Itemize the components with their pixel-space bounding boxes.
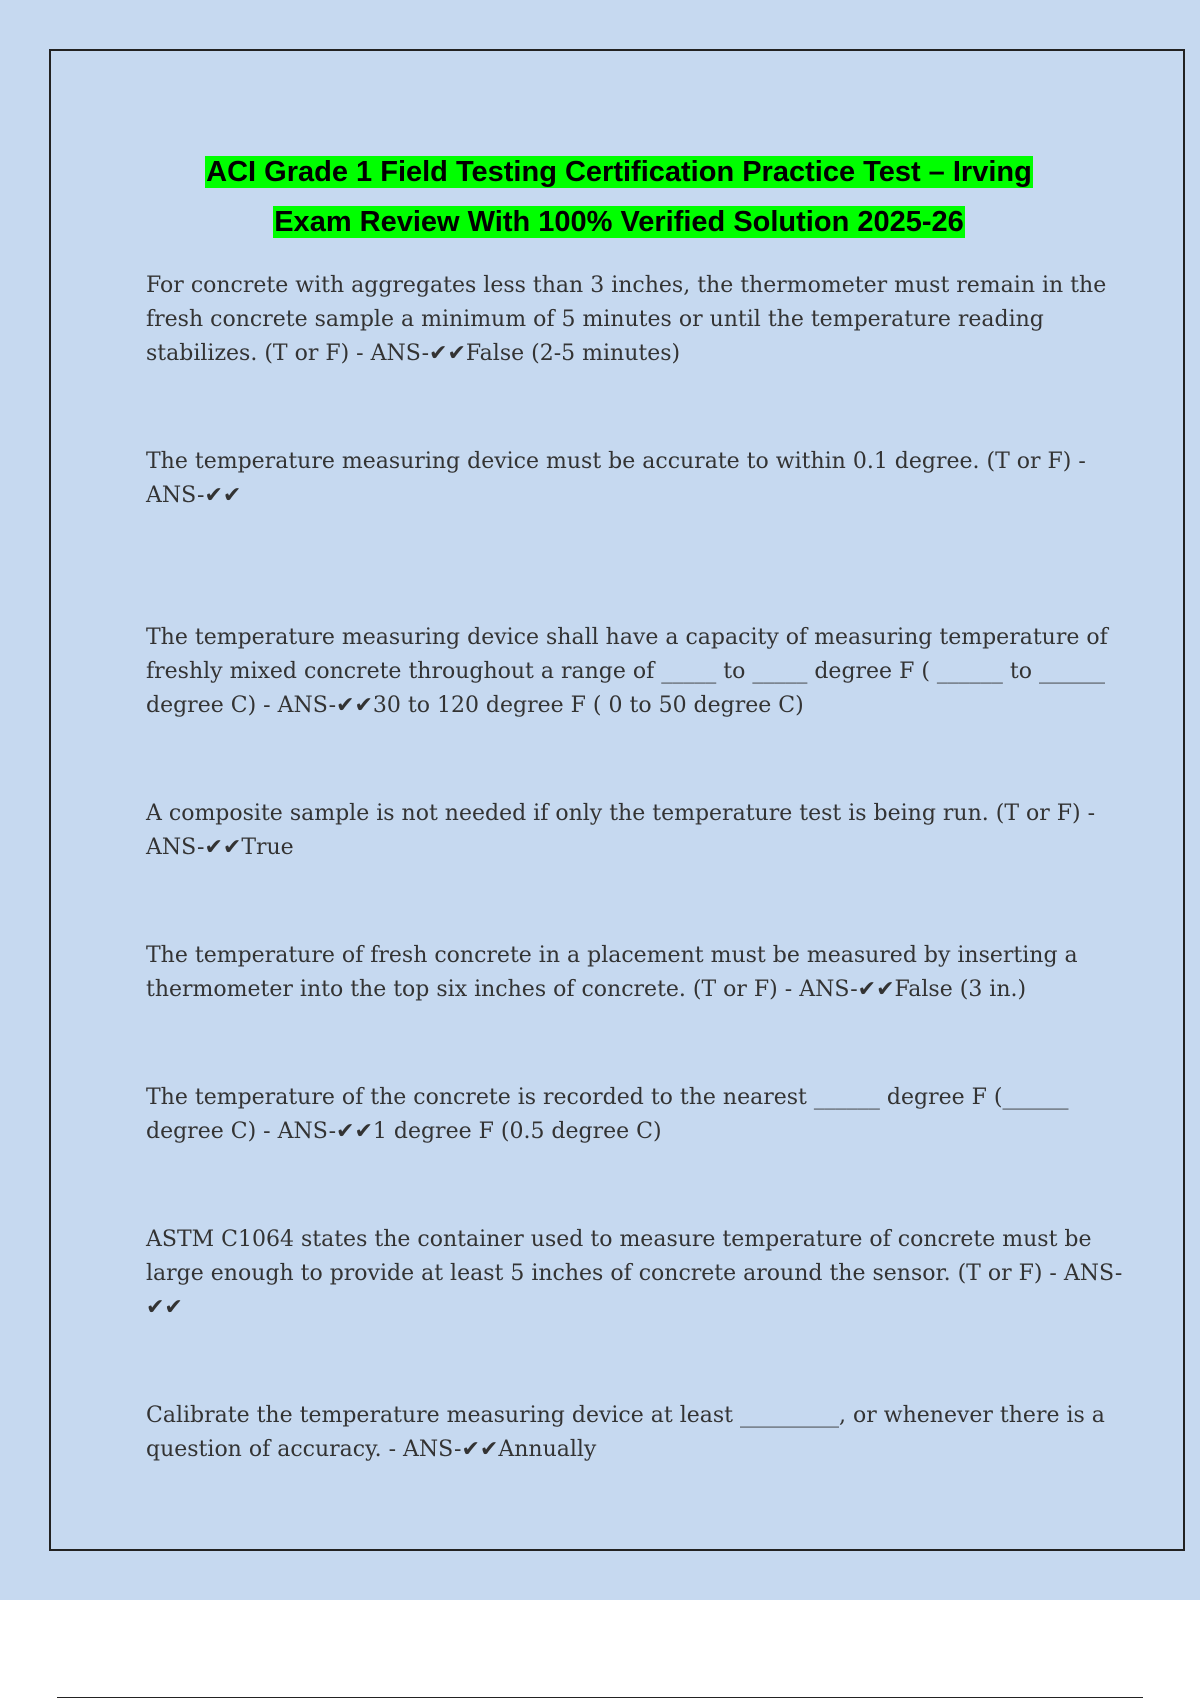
document-frame	[49, 49, 1185, 1551]
title-line-2: Exam Review With 100% Verified Solution 2025-26	[274, 206, 964, 238]
question-answer-4: A composite sample is not needed if only the temperature test is being run. (T or F) - ANS-✔✔True	[146, 801, 1096, 860]
document-title	[51, 147, 1187, 247]
title-line-1: ACI Grade 1 Field Testing Certification Practice Test – Irving	[206, 156, 1032, 188]
question-answer-8: Calibrate the temperature measuring device at least _________, or whenever there is a question of accuracy. - ANS-✔✔Annually	[146, 1403, 1105, 1462]
footer-divider	[57, 1697, 1143, 1698]
question-answer-7: ASTM C1064 states the container used to measure temperature of concrete must be large enough to provide at least 5 inches of concrete around the sensor. (T or F) - ANS-✔✔	[146, 1227, 1123, 1320]
question-answer-5: The temperature of fresh concrete in a placement must be measured by inserting a thermometer into the top six inches of concrete. (T or F) - ANS-✔✔False (3 in.)	[146, 943, 1078, 1002]
question-answer-6: The temperature of the concrete is recorded to the nearest ______ degree F (______ degree C) - ANS-✔✔1 degree F (0.5 degree C)	[146, 1085, 1069, 1144]
question-answer-3: The temperature measuring device shall have a capacity of measuring temperature of freshly mixed concrete throughout a range of _____ to _____ degree F ( ______ to ______ degree C) - ANS-✔✔30 to 120 degree F ( 0 to 50 degree C)	[146, 625, 1108, 718]
question-answer-2: The temperature measuring device must be accurate to within 0.1 degree. (T or F) - ANS-✔✔	[146, 449, 1086, 508]
question-answer-1: For concrete with aggregates less than 3 inches, the thermometer must remain in the fresh concrete sample a minimum of 5 minutes or until the temperature reading stabilizes. (T or F) - ANS-✔✔False (2-5 minutes)	[146, 273, 1107, 366]
